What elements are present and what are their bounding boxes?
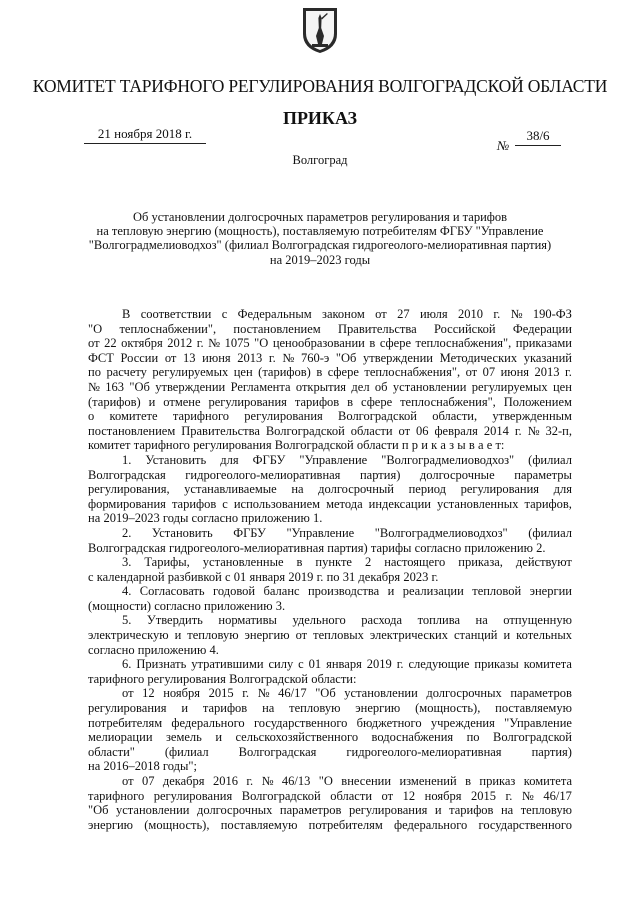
body-line: от 12 ноября 2015 г. № 46/17 "Об установлении долгосрочных параметров bbox=[122, 686, 572, 701]
body-line: (тарифов) и отмене регулирования тарифов в сфере теплоснабжения", Положением bbox=[88, 394, 572, 409]
body-line: ФСТ России от 13 июня 2013 г. № 760-э "Об утверждении Методических указаний bbox=[88, 350, 572, 365]
body-line: постановлением Правительства Волгоградской области от 06 февраля 2014 г. № 32-п, bbox=[88, 423, 572, 438]
body-line: мелиорации земель и сельскохозяйственного водоснабжения по Волгоградской bbox=[88, 730, 572, 745]
body-line: 2. Установить ФГБУ "Управление "Волгоградмелиоводхоз" (филиал bbox=[122, 525, 572, 540]
body-line: "Об установлении долгосрочных параметров регулирования и тарифов на тепловую bbox=[88, 803, 572, 818]
document-number: 38/6 bbox=[515, 128, 561, 146]
body-line: электрическую и тепловую энергию от тепловых электрических станций и котельных bbox=[88, 628, 572, 643]
body-line: № 163 "Об утверждении Регламента открытия дел об установлении регулируемых цен bbox=[88, 379, 572, 394]
body-line: 1. Установить для ФГБУ "Управление "Волгоградмелиоводхоз" (филиал bbox=[122, 452, 572, 467]
body-line: от 07 декабря 2016 г. № 46/13 "О внесении изменений в приказ комитета bbox=[122, 774, 572, 788]
body-line: от 22 октября 2012 г. № 1075 "О ценообразовании в сфере теплоснабжения", приказами bbox=[88, 336, 572, 351]
body-line: 4. Согласовать годовой баланс производства и реализации тепловой энергии bbox=[122, 584, 572, 599]
document-city: Волгоград bbox=[292, 153, 348, 167]
body-line: В соответствии с Федеральным законом от 27 июля 2010 г. № 190-ФЗ bbox=[122, 307, 572, 321]
body-line: тарифного регулирования Волгоградской области: bbox=[88, 671, 357, 686]
body-line: о комитете тарифного регулирования Волгоградской области, утвержденным bbox=[88, 409, 572, 424]
body-line: "О теплоснабжении", постановлением Правительства Российской Федерации bbox=[88, 321, 572, 336]
body-line: энергию (мощность), поставляемую потребителям федерального государственного bbox=[88, 817, 572, 832]
title-line: Об установлении долгосрочных параметров регулирования и тарифов bbox=[132, 210, 508, 224]
title-line: на 2019–2023 годы bbox=[269, 252, 371, 267]
body-line: (мощности) согласно приложению 3. bbox=[88, 598, 286, 613]
coat-of-arms-emblem bbox=[300, 6, 340, 54]
body-line: комитет тарифного регулирования Волгоградской области п р и к а з ы в а е т: bbox=[88, 438, 505, 453]
body-line: 6. Признать утратившими силу с 01 января 2019 г. следующие приказы комитета bbox=[122, 657, 572, 672]
body-line: согласно приложению 4. bbox=[88, 642, 219, 657]
body-line: с календарной разбивкой с 01 января 2019 г. по 31 декабря 2023 г. bbox=[88, 569, 439, 584]
document-title bbox=[70, 210, 570, 267]
body-line: на 2019–2023 годы согласно приложению 1. bbox=[88, 511, 323, 526]
organization-name: КОМИТЕТ ТАРИФНОГО РЕГУЛИРОВАНИЯ ВОЛГОГРАДСКОЙ ОБЛАСТИ bbox=[32, 76, 608, 96]
document-body bbox=[88, 307, 572, 832]
body-line: 3. Тарифы, установленные в пункте 2 настоящего приказа, действуют bbox=[122, 555, 572, 570]
title-line: на тепловую энергию (мощность), поставляемую потребителям ФГБУ "Управление bbox=[96, 224, 544, 239]
body-line: потребителям федерального государственного бюджетного учреждения "Управление bbox=[88, 715, 572, 730]
document-date: 21 ноября 2018 г. bbox=[84, 126, 206, 144]
body-line: регулирования, устанавливаемые на долгосрочный период регулирования для bbox=[88, 482, 572, 497]
body-line: регулирования и тарифов на тепловую энергию (мощность), поставляемую bbox=[88, 701, 572, 716]
body-line: 5. Утвердить нормативы удельного расхода топлива на отпущенную bbox=[122, 613, 572, 628]
document-number-label: № bbox=[497, 138, 510, 153]
document-type: ПРИКАЗ bbox=[282, 108, 358, 128]
body-line: на 2016–2018 годы"; bbox=[88, 759, 197, 774]
title-line: "Волгоградмелиоводхоз" (филиал Волгоградская гидрогеолого-мелиоративная партия) bbox=[88, 238, 552, 253]
body-line: тарифного регулирования Волгоградской области от 12 ноября 2015 г. № 46/17 bbox=[88, 788, 572, 803]
body-line: Волгоградская гидрогеолого-мелиоративная партия) долгосрочные параметры bbox=[88, 467, 572, 482]
body-line: области" (филиал Волгоградская гидрогеолого-мелиоративная партия) bbox=[88, 744, 572, 759]
body-line: по расчету регулируемых цен (тарифов) в сфере теплоснабжения", от 07 июня 2013 г. bbox=[88, 365, 572, 380]
body-line: Волгоградская гидрогеолого-мелиоративная партия) тарифы согласно приложению 2. bbox=[88, 540, 546, 555]
body-line: формирования тарифов с использованием метода индексации установленных тарифов, bbox=[88, 496, 572, 511]
